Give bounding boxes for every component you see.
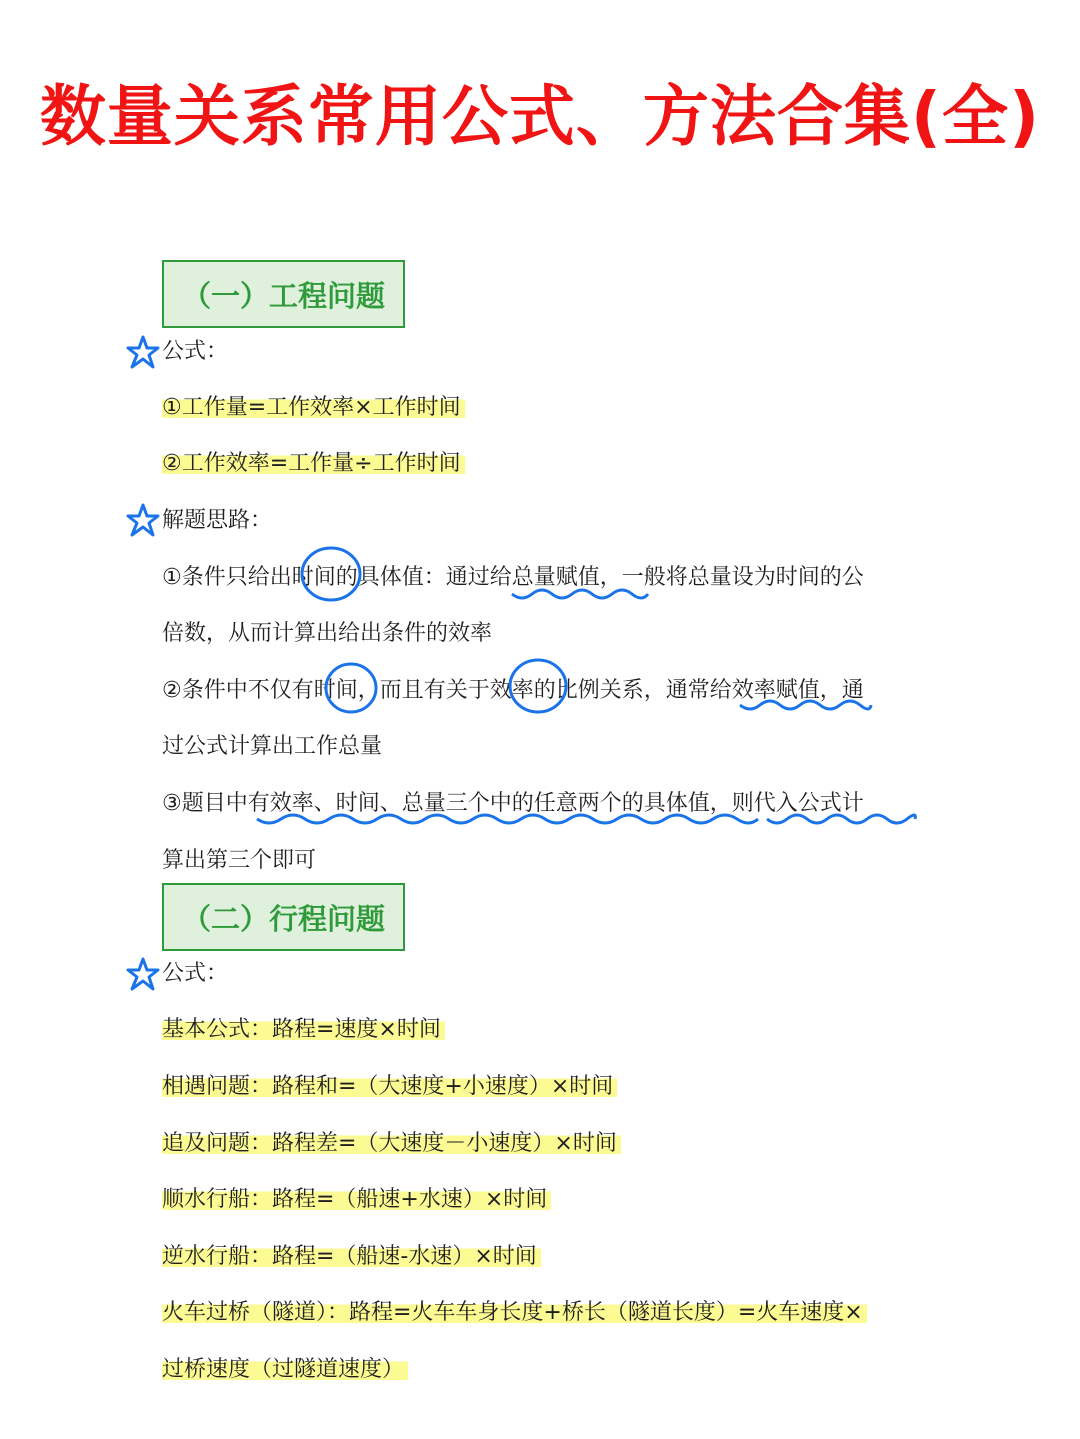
formula-line xyxy=(162,1014,445,1046)
formula-line xyxy=(162,1354,408,1386)
section-heading-engineering: （一）工程问题 xyxy=(162,260,405,328)
page-title: 数量关系常用公式、方法合集(全) xyxy=(39,78,1041,155)
approach-label: 解题思路： xyxy=(162,508,273,533)
formula-text: ①工作量=工作效率×工作时间 xyxy=(162,395,465,420)
formula-text: 基本公式：路程=速度×时间 xyxy=(162,1017,445,1042)
formula-text: 过桥速度（过隧道速度） xyxy=(162,1357,408,1382)
formula-line xyxy=(162,1071,617,1103)
formula-line xyxy=(162,1241,541,1273)
formula-text: ②工作效率=工作量÷工作时间 xyxy=(162,451,465,476)
section-heading-travel: （二）行程问题 xyxy=(162,883,405,951)
formula-text: 顺水行船：路程=（船速+水速）×时间 xyxy=(162,1187,551,1212)
formula-line xyxy=(162,1128,621,1160)
approach-line: ③题目中有效率、时间、总量三个中的任意两个的具体值，则代入公式计 xyxy=(162,791,864,816)
approach-line: 倍数，从而计算出给出条件的效率 xyxy=(162,621,493,646)
formula-text: 逆水行船：路程=（船速-水速）×时间 xyxy=(162,1244,541,1269)
approach-line: ①条件只给出时间的具体值：通过给总量赋值，一般将总量设为时间的公 xyxy=(162,565,864,590)
formula-text: 相遇问题：路程和=（大速度+小速度）×时间 xyxy=(162,1074,617,1099)
formula-label-1: 公式： xyxy=(162,339,229,364)
formula-text: 追及问题：路程差=（大速度－小速度）×时间 xyxy=(162,1131,621,1156)
formula-text: 火车过桥（隧道）：路程=火车车身长度+桥长（隧道长度）=火车速度× xyxy=(162,1300,867,1325)
formula-label-2: 公式： xyxy=(162,961,229,986)
approach-line: 过公式计算出工作总量 xyxy=(162,734,383,759)
formula-line xyxy=(162,392,465,424)
approach-line: 算出第三个即可 xyxy=(162,848,317,873)
star-icon xyxy=(126,957,160,991)
formula-line xyxy=(162,1297,867,1329)
formula-line xyxy=(162,448,465,480)
formula-line xyxy=(162,1184,551,1216)
star-icon xyxy=(126,335,160,369)
approach-line: ②条件中不仅有时间，而且有关于效率的比例关系，通常给效率赋值，通 xyxy=(162,678,864,703)
star-icon xyxy=(126,503,160,537)
